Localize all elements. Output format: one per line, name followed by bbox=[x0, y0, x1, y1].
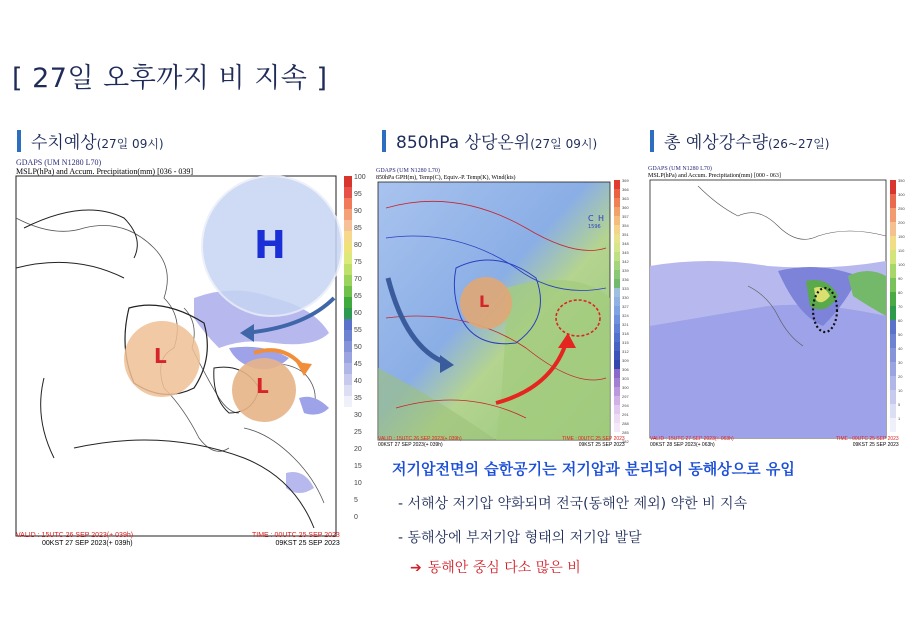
notes-bullet-1: - 서해상 저기압 약화되며 전국(동해안 제외) 약한 비 지속 bbox=[398, 496, 748, 512]
legend-tick: 330 bbox=[622, 295, 629, 300]
legend-tick: 30 bbox=[898, 360, 903, 365]
legend-tick: 315 bbox=[622, 340, 629, 345]
legend-tick: 30 bbox=[354, 412, 362, 419]
high-center-label-h: H bbox=[598, 214, 605, 223]
legend-tick: 285 bbox=[622, 430, 629, 435]
legend-tick: 80 bbox=[898, 290, 903, 295]
legend-tick: 300 bbox=[898, 192, 905, 197]
legend-tick: 327 bbox=[622, 304, 629, 309]
section-accent-bar bbox=[650, 130, 654, 152]
legend-tick: 100 bbox=[898, 262, 905, 267]
footer-valid-kst: 00KST 27 SEP 2023(+ 039h) bbox=[42, 540, 133, 547]
legend-ticks bbox=[354, 174, 370, 534]
legend-tick: 369 bbox=[622, 178, 629, 183]
legend-tick: 50 bbox=[898, 332, 903, 337]
legend-tick: 45 bbox=[354, 361, 362, 368]
legend-tick: 294 bbox=[622, 403, 629, 408]
legend-tick: 20 bbox=[898, 374, 903, 379]
legend-tick: 10 bbox=[354, 480, 362, 487]
legend-tick: 366 bbox=[622, 187, 629, 192]
map-header-fields: 850hPa GPH(m), Temp(C), Equiv.-P. Temp(K), Wind(kts) bbox=[376, 175, 516, 181]
legend-tick: 351 bbox=[622, 232, 629, 237]
legend-tick: 312 bbox=[622, 349, 629, 354]
legend-tick: 150 bbox=[898, 234, 905, 239]
notes-conclusion bbox=[410, 557, 795, 577]
legend-tick: 300 bbox=[622, 385, 629, 390]
section-title: 850hPa 상당온위 bbox=[396, 133, 531, 153]
legend-tick: 100 bbox=[354, 174, 366, 181]
map-canvas bbox=[376, 168, 634, 448]
legend-tick: 321 bbox=[622, 322, 629, 327]
precip-color-legend bbox=[344, 176, 352, 407]
legend-tick: 350 bbox=[898, 178, 905, 183]
legend-tick: 90 bbox=[898, 276, 903, 281]
section-header-850hpa bbox=[382, 128, 597, 153]
legend-tick: 345 bbox=[622, 250, 629, 255]
legend-tick: 90 bbox=[354, 208, 362, 215]
footer-valid-utc: VALID : 15UTC 26 SEP 2023(+ 039h) bbox=[378, 436, 462, 442]
low-pressure-label: L bbox=[479, 292, 490, 311]
legend-tick: 1 bbox=[898, 416, 901, 421]
theta-e-color-legend bbox=[614, 180, 620, 432]
high-center-label: C bbox=[588, 214, 594, 223]
section-subtitle: (26~27일) bbox=[767, 137, 830, 151]
legend-tick: 303 bbox=[622, 376, 629, 381]
map-header-model: GDAPS (UM N1280 L70) bbox=[648, 166, 712, 172]
legend-ticks bbox=[898, 178, 908, 436]
legend-tick: 110 bbox=[898, 248, 905, 253]
footer-valid-utc: VALID : 15UTC 27 SEP 2023(+ 063h) bbox=[650, 436, 734, 442]
low-pressure-label-2: L bbox=[256, 374, 269, 398]
legend-tick: 65 bbox=[354, 293, 362, 300]
legend-tick: 339 bbox=[622, 268, 629, 273]
legend-tick: 60 bbox=[898, 318, 903, 323]
legend-tick: 55 bbox=[354, 327, 362, 334]
legend-ticks bbox=[622, 178, 634, 444]
high-center-value: 1596 bbox=[588, 224, 601, 230]
map-header-model: GDAPS (UM N1280 L70) bbox=[376, 168, 440, 174]
legend-tick: 0 bbox=[354, 514, 358, 521]
legend-tick: 348 bbox=[622, 241, 629, 246]
legend-tick: 40 bbox=[354, 378, 362, 385]
map-canvas bbox=[14, 158, 370, 553]
low-pressure-label: L bbox=[154, 344, 167, 368]
legend-tick: 200 bbox=[898, 220, 905, 225]
section-accent-bar bbox=[382, 130, 386, 152]
footer-time-utc: TIME : 00UTC 25 SEP 2023 bbox=[252, 532, 340, 539]
legend-tick: 40 bbox=[898, 346, 903, 351]
notes-headline: 저기압전면의 습한공기는 저기압과 분리되어 동해상으로 유입 bbox=[392, 460, 795, 478]
legend-tick: 95 bbox=[354, 191, 362, 198]
map-footer-time bbox=[252, 532, 340, 548]
high-pressure-label: H bbox=[254, 223, 286, 267]
footer-time-kst: 09KST 25 SEP 2023 bbox=[275, 540, 340, 547]
legend-tick: 306 bbox=[622, 367, 629, 372]
equiv-potential-temp-map bbox=[376, 168, 634, 448]
legend-tick: 60 bbox=[354, 310, 362, 317]
map-footer-time bbox=[836, 436, 899, 448]
section-header-forecast bbox=[17, 128, 164, 153]
map-footer-time bbox=[562, 436, 625, 448]
legend-tick: 288 bbox=[622, 421, 629, 426]
map-footer-valid bbox=[650, 436, 734, 448]
legend-tick: 333 bbox=[622, 286, 629, 291]
section-title: 총 예상강수량 bbox=[664, 133, 768, 153]
legend-tick: 35 bbox=[354, 395, 362, 402]
map-footer-valid bbox=[16, 532, 133, 548]
section-subtitle: (27일 09시) bbox=[530, 137, 598, 151]
legend-tick: 282 bbox=[622, 439, 629, 444]
legend-tick: 50 bbox=[354, 344, 362, 351]
footer-time-kst: 09KST 25 SEP 2023 bbox=[578, 442, 625, 448]
section-accent-bar bbox=[17, 130, 21, 152]
map-header-fields: MSLP(hPa) and Accum. Precipitation(mm) [000 - 063] bbox=[648, 173, 781, 179]
footer-valid-kst: 00KST 28 SEP 2023(+ 063h) bbox=[650, 442, 715, 448]
legend-tick: 20 bbox=[354, 446, 362, 453]
map-footer-valid bbox=[378, 436, 462, 448]
total-precip-map bbox=[648, 166, 908, 448]
legend-tick: 5 bbox=[354, 497, 358, 504]
legend-tick: 357 bbox=[622, 214, 629, 219]
footer-valid-utc: VALID : 15UTC 26 SEP 2023(+ 039h) bbox=[16, 532, 134, 539]
forecast-notes bbox=[392, 458, 795, 577]
legend-tick: 15 bbox=[354, 463, 362, 470]
section-header-precip bbox=[650, 128, 830, 153]
map-header-fields: MSLP(hPa) and Accum. Precipitation(mm) [036 - 039] bbox=[16, 167, 194, 176]
legend-tick: 10 bbox=[898, 388, 903, 393]
legend-tick: 297 bbox=[622, 394, 629, 399]
footer-time-utc: TIME : 00UTC 25 SEP 2023 bbox=[836, 436, 899, 442]
legend-tick: 318 bbox=[622, 331, 629, 336]
legend-tick: 70 bbox=[354, 276, 362, 283]
legend-tick: 80 bbox=[354, 242, 362, 249]
legend-tick: 360 bbox=[622, 205, 629, 210]
footer-time-kst: 09KST 25 SEP 2023 bbox=[852, 442, 899, 448]
legend-tick: 250 bbox=[898, 206, 905, 211]
legend-tick: 336 bbox=[622, 277, 629, 282]
footer-valid-kst: 00KST 27 SEP 2023(+ 039h) bbox=[378, 442, 443, 448]
section-title: 수치예상 bbox=[31, 133, 97, 153]
slide-title: [ 27일 오후까지 비 지속 ] bbox=[12, 63, 328, 94]
arrow-right-icon: ➔ bbox=[410, 560, 422, 576]
map-header-model: GDAPS (UM N1280 L70) bbox=[16, 158, 102, 167]
notes-conclusion-text: 동해안 중심 다소 많은 비 bbox=[427, 560, 581, 576]
legend-tick: 342 bbox=[622, 259, 629, 264]
legend-tick: 324 bbox=[622, 313, 629, 318]
legend-tick: 309 bbox=[622, 358, 629, 363]
legend-tick: 5 bbox=[898, 402, 901, 407]
footer-time-utc: TIME : 00UTC 25 SEP 2023 bbox=[562, 436, 625, 442]
legend-tick: 291 bbox=[622, 412, 629, 417]
precip-total-legend bbox=[890, 180, 896, 432]
legend-tick: 85 bbox=[354, 225, 362, 232]
section-subtitle: (27일 09시) bbox=[96, 137, 164, 151]
legend-tick: 75 bbox=[354, 259, 362, 266]
mslp-forecast-map bbox=[14, 158, 370, 553]
legend-tick: 25 bbox=[354, 429, 362, 436]
legend-tick: 363 bbox=[622, 196, 629, 201]
legend-tick: 70 bbox=[898, 304, 903, 309]
legend-tick: 354 bbox=[622, 223, 629, 228]
map-canvas bbox=[648, 166, 908, 448]
notes-bullet-2: - 동해상에 부저기압 형태의 저기압 발달 bbox=[398, 530, 642, 546]
